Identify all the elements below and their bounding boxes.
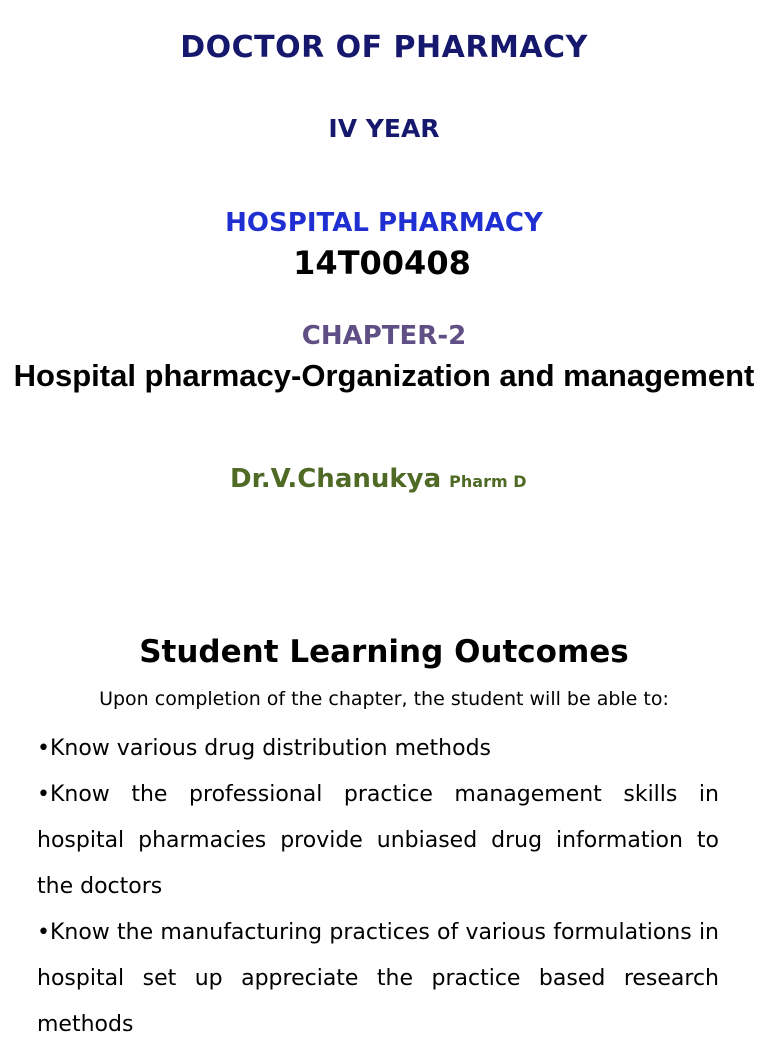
outcomes-intro: Upon completion of the chapter, the student will be able to:	[99, 688, 669, 710]
subject-title: HOSPITAL PHARMACY	[225, 208, 543, 238]
outcomes-heading: Student Learning Outcomes	[139, 634, 629, 670]
outcomes-list	[37, 726, 719, 1048]
course-code: 14T00408	[293, 244, 471, 282]
year-label: IV YEAR	[328, 114, 440, 143]
degree-title: DOCTOR OF PHARMACY	[180, 30, 588, 65]
author-line	[230, 464, 527, 494]
outcome-item: •Know the manufacturing practices of various formulations in hospital set up appreciate the practice based research methods	[37, 920, 719, 1037]
author-name: Dr.V.Chanukya	[230, 464, 442, 494]
outcome-item: •Know various drug distribution methods	[37, 736, 492, 761]
chapter-label: CHAPTER-2	[301, 321, 467, 351]
author-degree: Pharm D	[449, 472, 527, 491]
chapter-title: Hospital pharmacy-Organization and management	[13, 358, 755, 393]
outcome-item: •Know the professional practice management skills in hospital pharmacies provide unbiased drug information to the doctors	[37, 782, 719, 899]
